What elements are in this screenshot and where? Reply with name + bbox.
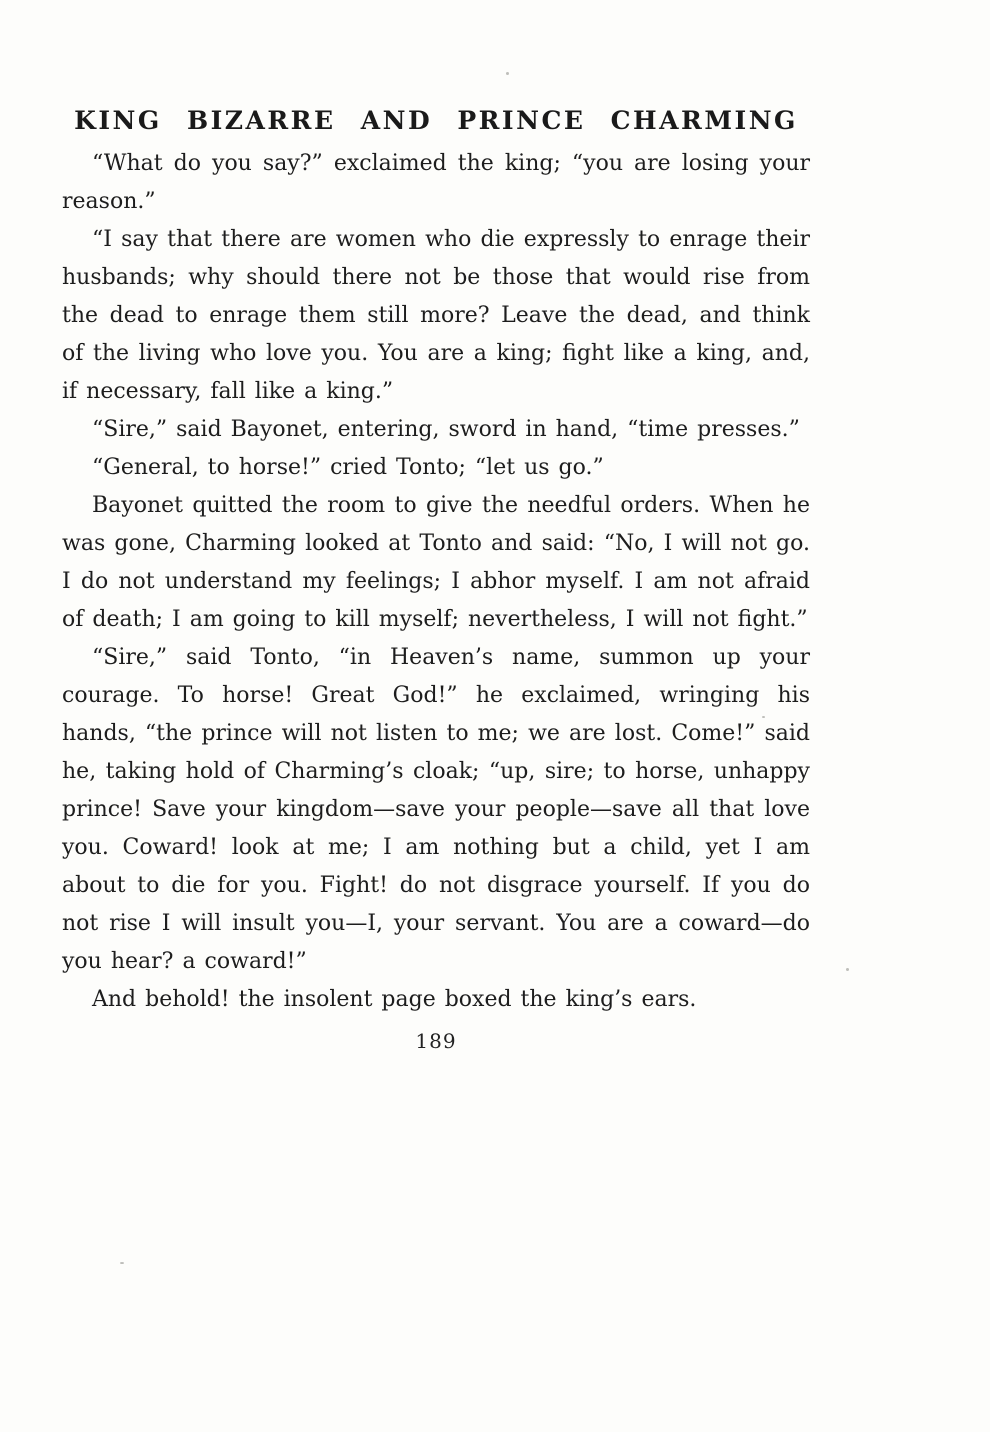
paragraph: And behold! the insolent page boxed the king’s ears. xyxy=(92,987,697,1012)
paragraph: Bayonet quitted the room to give the needful orders. When he was gone, Charming looked at Tonto and said: “No, I will not go. I do not understand my feelings; I abhor myself. I am not afraid of death; I am going to kill myself; nevertheless, I will not fight.” xyxy=(62,493,810,632)
paragraph: “I say that there are women who die expressly to enrage their husbands; why should there not be those that would rise from the dead to enrage them still more? Leave the dead, and think of the living who love you. You are a king; fight like a king, and, if necessary, fall like a king.” xyxy=(62,227,810,404)
page-number: 189 xyxy=(415,1029,457,1053)
scan-artifact xyxy=(506,72,509,75)
paragraph: “What do you say?” exclaimed the king; “you are losing your reason.” xyxy=(62,151,810,214)
page-content xyxy=(62,106,810,1053)
paragraph: “Sire,” said Bayonet, entering, sword in hand, “time presses.” xyxy=(92,417,800,442)
chapter-title: KING BIZARRE AND PRINCE CHARMING xyxy=(74,106,798,135)
scan-artifact xyxy=(846,968,849,971)
body-text xyxy=(62,145,810,1019)
scan-artifact xyxy=(120,1262,124,1264)
paragraph: “Sire,” said Tonto, “in Heaven’s name, summon up your courage. To horse! Great God!” he exclaimed, wringing his hands, “the prince will not listen to me; we are lost. Come!” said he, taking hold of Charming’s cloak; “up, sire; to horse, unhappy prince! Save your kingdom—save your people—save all that love you. Coward! look at me; I am nothing but a child, yet I am about to die for you. Fight! do not disgrace yourself. If you do not rise I will insult you—I, your servant. You are a coward—do you hear? a coward!” xyxy=(62,645,810,974)
paragraph: “General, to horse!” cried Tonto; “let us go.” xyxy=(92,455,604,480)
